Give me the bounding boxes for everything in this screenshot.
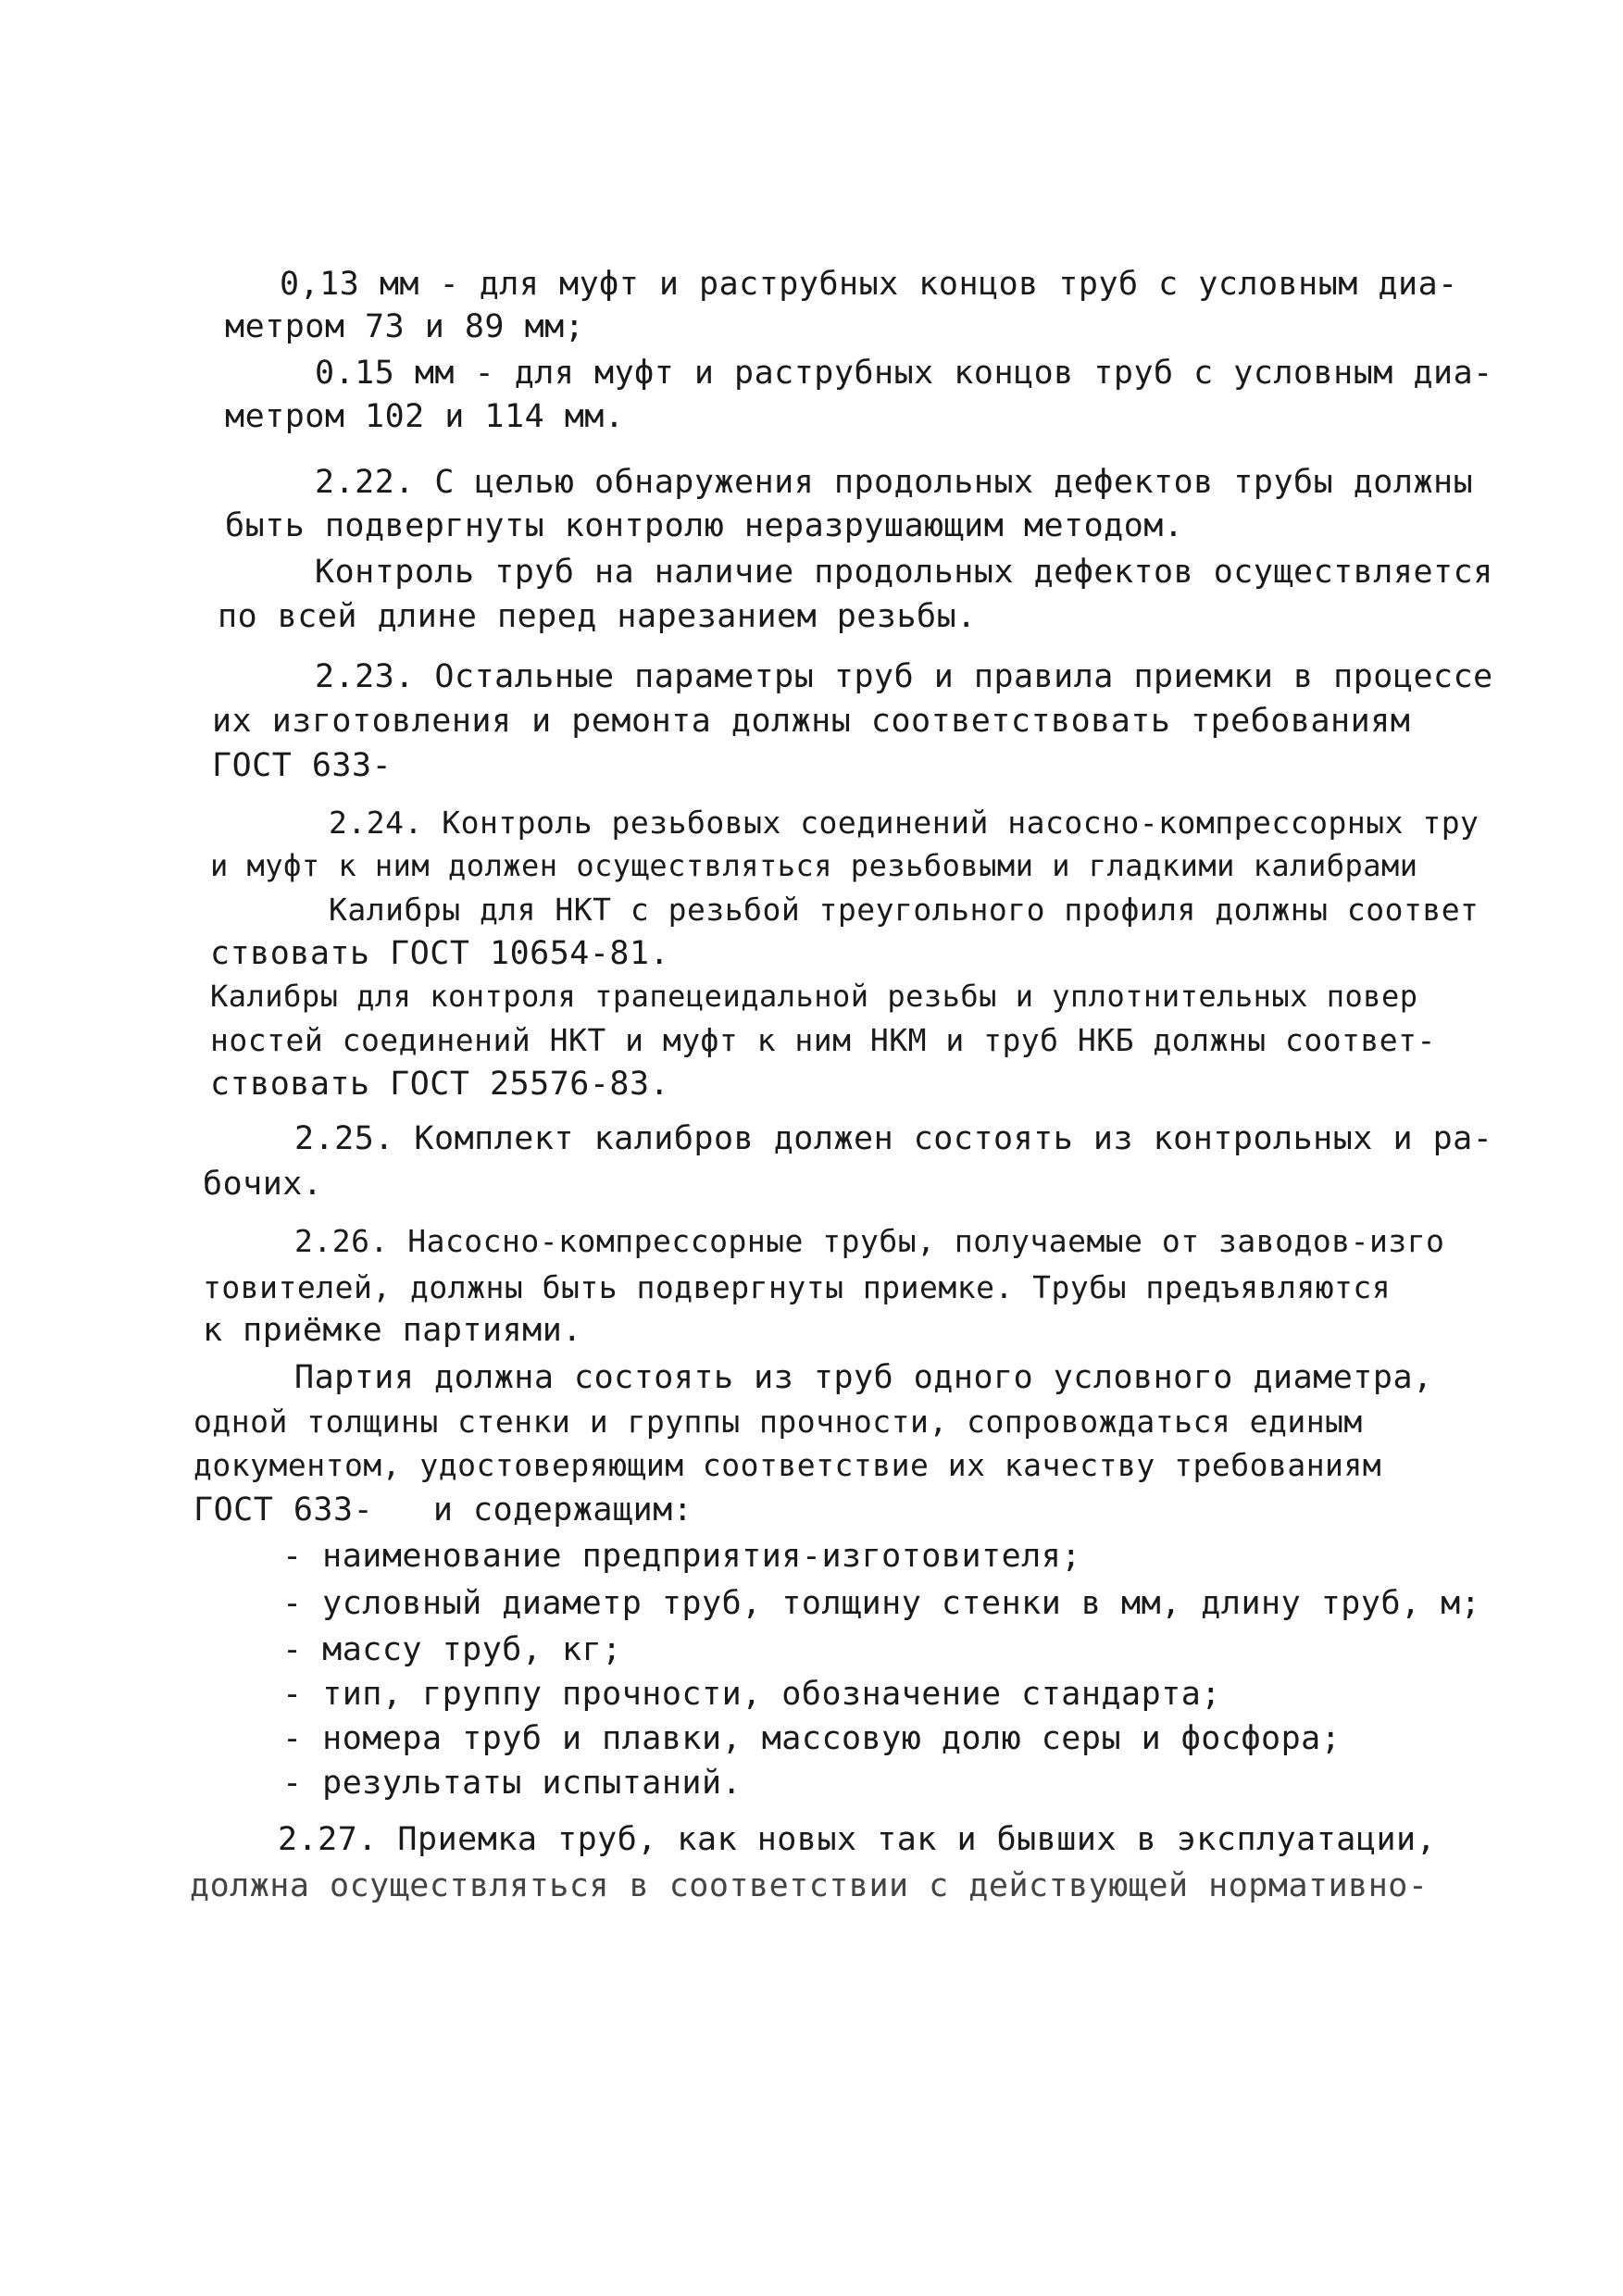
list-item: - массу труб, кг; — [282, 1631, 622, 1668]
text-line: к приёмке партиями. — [203, 1312, 582, 1349]
text-line: бочих. — [203, 1166, 323, 1203]
text-line: 2.25. Комплект калибров должен состоять из контрольных и ра- — [294, 1120, 1493, 1157]
text-line: 2.27. Приемка труб, как новых так и бывших в эксплуатации, — [278, 1821, 1437, 1858]
text-line: быть подвергнуты контролю неразрушающим методом. — [225, 507, 1184, 544]
text-line: ГОСТ 633- и содержащим: — [194, 1491, 693, 1529]
text-line: Калибры для контроля трапецеидальной резьбы и уплотнительных повер — [210, 979, 1418, 1014]
text-line: 2.26. Насосно-компрессорные трубы, получаемые от заводов-изго — [294, 1223, 1445, 1259]
text-line: 2.23. Остальные параметры труб и правила приемки в процессе — [315, 658, 1493, 695]
list-item: - тип, группу прочности, обозначение стандарта; — [282, 1676, 1221, 1713]
text-line: должна осуществляться в соответствии с действующей нормативно- — [190, 1867, 1429, 1904]
text-line: ностей соединений НКТ и муфт к ним НКМ и труб НКБ должны соответ- — [210, 1022, 1436, 1058]
text-line: 2.22. С целью обнаружения продольных дефектов трубы должны — [315, 464, 1474, 501]
text-line: метром 102 и 114 мм. — [225, 398, 625, 435]
text-line: 0,13 мм - для муфт и раструбных концов труб с условным диа- — [280, 266, 1458, 303]
list-item: - условный диаметр труб, толщину стенки в мм, длину труб, м; — [282, 1585, 1481, 1622]
text-line: документом, удостоверяющим соответствие их качеству требованиям — [194, 1447, 1382, 1483]
list-item: - результаты испытаний. — [282, 1765, 743, 1802]
text-line: 2.24. Контроль резьбовых соединений насосно-компрессорных тру — [329, 805, 1479, 841]
text-line: Партия должна состоять из труб одного условного диаметра, — [294, 1359, 1433, 1396]
text-line: и муфт к ним должен осуществляться резьбовыми и гладкими калибрами — [210, 848, 1418, 883]
list-item: - наименование предприятия-изготовителя; — [282, 1538, 1081, 1575]
text-line: Контроль труб на наличие продольных дефектов осуществляется — [315, 554, 1493, 591]
text-line: их изготовления и ремонта должны соответствовать требованиям — [212, 703, 1411, 740]
text-line: ствовать ГОСТ 25576-83. — [210, 1066, 670, 1103]
text-line: одной толщины стенки и группы прочности, сопровождаться единым — [194, 1404, 1363, 1440]
text-line: ГОСТ 633- — [212, 747, 393, 784]
text-line: Калибры для НКТ с резьбой треугольного профиля должны соответ — [329, 892, 1479, 928]
text-line: по всей длине перед нарезанием резьбы. — [218, 598, 977, 635]
text-line: метром 73 и 89 мм; — [225, 308, 585, 345]
text-line: 0.15 мм - для муфт и раструбных концов труб с условным диа- — [315, 355, 1493, 392]
text-line: ствовать ГОСТ 10654-81. — [210, 935, 670, 972]
text-line: товителей, должны быть подвергнуты приемке. Трубы предъявляются — [203, 1269, 1392, 1305]
list-item: - номера труб и плавки, массовую долю серы и фосфора; — [282, 1720, 1342, 1757]
